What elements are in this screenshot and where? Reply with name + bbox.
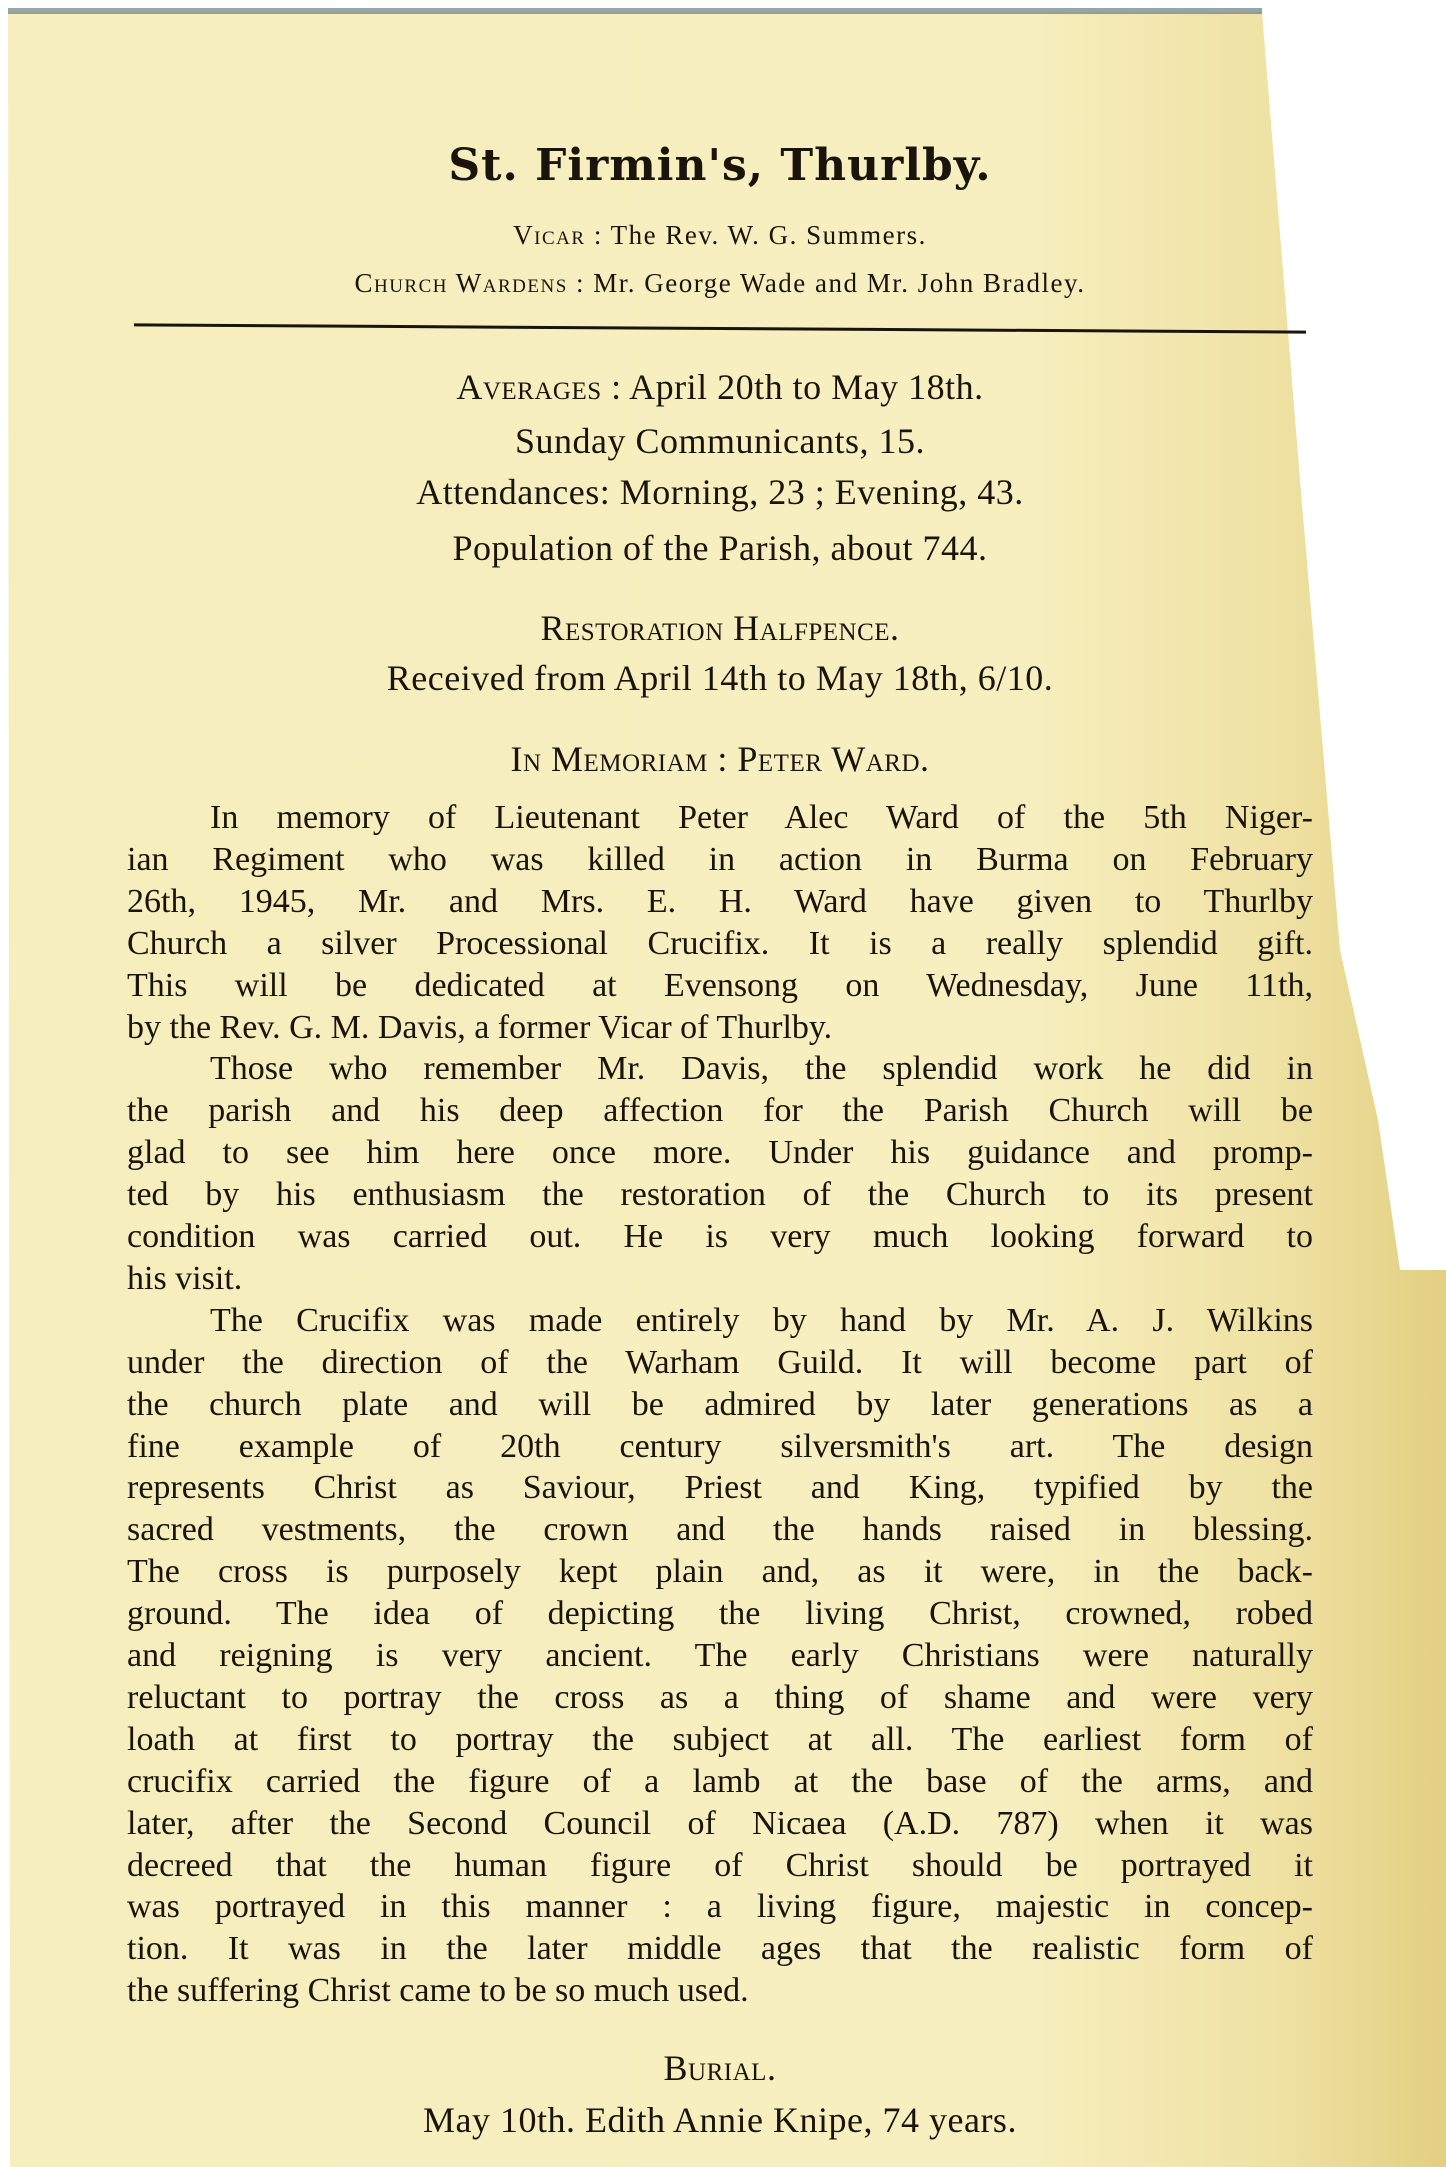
averages-line: Sunday Communicants, 15.: [515, 421, 925, 461]
wardens-names: Mr. George Wade and Mr. John Bradley.: [593, 268, 1086, 298]
body-line: crucifix carried the figure of a lamb at the base of the arms, and: [127, 1762, 1313, 1800]
averages-period: April 20th to May 18th.: [629, 367, 984, 407]
body-line: reluctant to portray the cross as a thing of shame and were very: [127, 1678, 1313, 1716]
body-line: the suffering Christ came to be so much used.: [127, 1972, 749, 2010]
body-line: ground. The idea of depicting the living Christ, crowned, robed: [127, 1595, 1313, 1633]
body-line: Those who remember Mr. Davis, the splendid work he did in: [210, 1050, 1313, 1088]
page-edge: [8, 8, 1262, 14]
burial-heading: Burial.: [663, 2048, 777, 2088]
averages-line: Attendances: Morning, 23 ; Evening, 43.: [416, 472, 1024, 512]
body-line: the parish and his deep affection for the Parish Church will be: [127, 1092, 1313, 1130]
vicar-line: [130, 220, 1310, 251]
body-line: loath at first to portray the subject at all. The earliest form of: [127, 1720, 1313, 1758]
body-line: In memory of Lieutenant Peter Alec Ward of the 5th Niger-: [210, 799, 1313, 836]
body-line: tion. It was in the later middle ages that the realistic form of: [127, 1930, 1313, 1968]
body-line: the church plate and will be admired by later generations as a: [127, 1385, 1313, 1423]
averages-label: Averages :: [456, 367, 622, 407]
body-line: later, after the Second Council of Nicaea (A.D. 787) when it was: [127, 1804, 1313, 1842]
body-line: condition was carried out. He is very much looking forward to: [127, 1218, 1313, 1255]
restoration-heading: Restoration Halfpence.: [540, 608, 900, 648]
vicar-label: Vicar :: [513, 220, 603, 250]
burial-entry: May 10th. Edith Annie Knipe, 74 years.: [423, 2100, 1017, 2140]
body-line: decreed that the human figure of Christ should be portrayed it: [127, 1846, 1313, 1884]
body-line: fine example of 20th century silversmith's art. The design: [127, 1427, 1313, 1465]
body-line: ian Regiment who was killed in action in Burma on February: [127, 840, 1313, 878]
body-line: The Crucifix was made entirely by hand by Mr. A. J. Wilkins: [210, 1301, 1313, 1339]
body-line: ted by his enthusiasm the restoration of the Church to its present: [127, 1176, 1313, 1214]
body-line: This will be dedicated at Evensong on Wednesday, June 11th,: [127, 966, 1313, 1004]
averages-heading: [130, 366, 1310, 408]
body-line: glad to see him here once more. Under his guidance and promp-: [127, 1134, 1313, 1172]
body-line: under the direction of the Warham Guild. It will become part of: [127, 1343, 1313, 1381]
body-line: represents Christ as Saviour, Priest and King, typified by the: [127, 1469, 1313, 1507]
body-line: by the Rev. G. M. Davis, a former Vicar of Thurlby.: [127, 1008, 833, 1046]
body-line: 26th, 1945, Mr. and Mrs. E. H. Ward have given to Thurlby: [127, 882, 1313, 920]
memoriam-heading: In Memoriam : Peter Ward.: [510, 739, 930, 779]
body-line: The cross is purposely kept plain and, as it were, in the back-: [127, 1553, 1313, 1591]
body-line: his visit.: [127, 1259, 243, 1297]
body-line: sacred vestments, the crown and the hands raised in blessing.: [127, 1511, 1313, 1549]
restoration-text: Received from April 14th to May 18th, 6/10.: [386, 658, 1054, 698]
body-line: and reigning is very ancient. The early Christians were naturally: [127, 1637, 1313, 1674]
wardens-label: Church Wardens :: [354, 268, 586, 298]
body-line: Church a silver Processional Crucifix. It is a really splendid gift.: [127, 924, 1313, 962]
averages-line: Population of the Parish, about 744.: [452, 528, 988, 568]
body-line: was portrayed in this manner : a living figure, majestic in concep-: [127, 1888, 1313, 1926]
page-title: St. Firmin's, Thurlby.: [448, 140, 992, 191]
vicar-name: The Rev. W. G. Summers.: [610, 220, 927, 250]
wardens-line: [130, 268, 1310, 299]
